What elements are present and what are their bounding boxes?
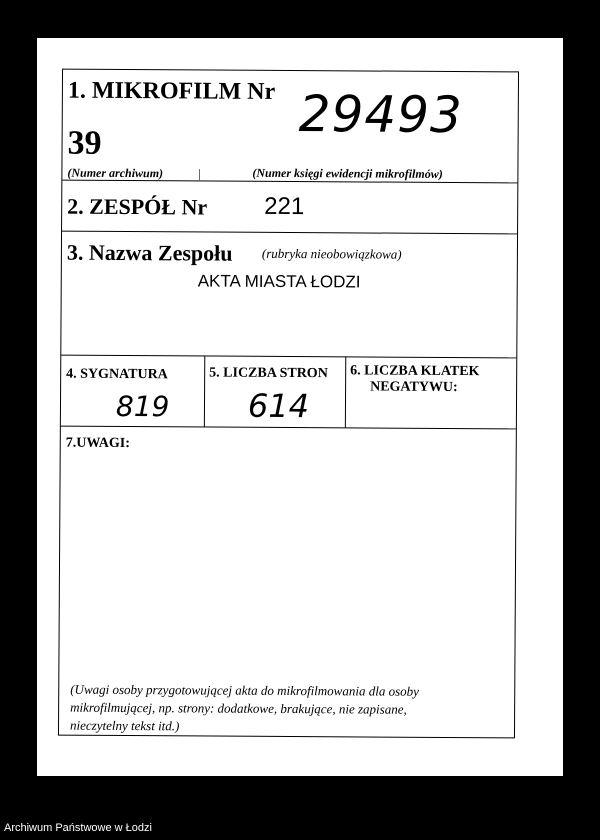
catalog-card [37, 38, 563, 776]
archive-number: 39 [67, 124, 102, 162]
divider [62, 231, 517, 235]
collection-name-note: (rubryka nieobowiązkowa) [261, 245, 402, 262]
signature-label: 4. SYGNATURA [66, 366, 168, 383]
microfilm-form [58, 69, 519, 739]
page-count-value: 614 [247, 386, 310, 426]
remarks-label: 7.UWAGI: [65, 435, 130, 452]
signature-value: 819 [115, 389, 170, 424]
negative-frames-label-2: NEGATYWU: [370, 379, 458, 396]
archive-number-caption: (Numer archiwum) [67, 165, 164, 181]
collection-name-value: AKTA MIASTA ŁODZI [197, 271, 361, 292]
remarks-note-line2: mikrofilmującej, np. strony: dodatkowe, brakujące, nie zapisane, [70, 699, 407, 717]
remarks-note-line1: (Uwagi osoby przygotowującej akta do mikrofilmowania dla osoby [70, 681, 419, 699]
caption-separator: | [198, 166, 201, 181]
remarks-note-line3: nieczytelny tekst itd.) [69, 717, 180, 734]
divider [204, 355, 205, 426]
divider [61, 426, 516, 430]
collection-number-value: 221 [264, 192, 305, 221]
divider [345, 356, 346, 427]
collection-number-label: 2. ZESPÓŁ Nr [67, 193, 208, 220]
register-number-caption: (Numer księgi ewidencji mikrofilmów) [252, 165, 443, 181]
archive-footer: Archiwum Państwowe w Łodzi [4, 822, 152, 834]
negative-frames-label: 6. LICZBA KLATEK [350, 363, 480, 380]
microfilm-label: 1. MIKROFILM Nr [67, 77, 276, 105]
collection-name-label: 3. Nazwa Zespołu [66, 239, 233, 266]
microfilm-number: 29493 [298, 85, 464, 145]
page-count-label: 5. LICZBA STRON [209, 365, 328, 382]
divider [61, 355, 516, 359]
